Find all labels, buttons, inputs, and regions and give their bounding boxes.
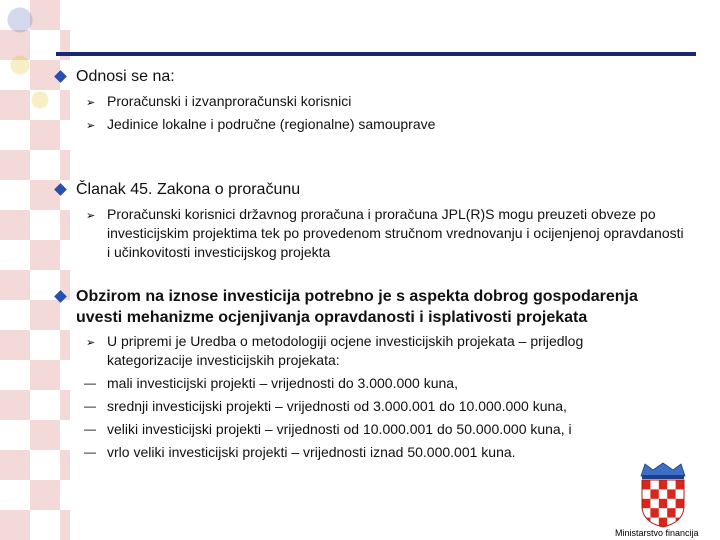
dash-bullet-icon: — (84, 445, 96, 459)
title-rule (56, 52, 696, 56)
list-item: srednji investicijski projekti – vrijednosti od 3.000.001 do 10.000.000 kuna, (107, 398, 567, 414)
list-item: veliki investicijski projekti – vrijednosti od 10.000.001 do 50.000.000 kuna, i (107, 421, 572, 437)
section-heading-2: Članak 45. Zakona o proračunu (76, 181, 301, 198)
list-item: Proračunski i izvanproračunski korisnici (107, 93, 352, 109)
emblem-label: Ministarstvo financija (615, 528, 699, 538)
list-item: Proračunski korisnici državnog proračuna i proračuna JPL(R)S mogu preuzeti obveze po investicijskim projektima tek po provedenom stručnom vrednovanju i ocijenjenoj opravdanosti i učinkovitosti investicijskog projekta (107, 206, 684, 260)
arrow-bullet-icon: ➢ (86, 210, 96, 222)
list-item: vrlo veliki investicijski projekti – vrijednosti iznad 50.000.001 kuna. (107, 444, 516, 460)
list-item: Jedinice lokalne i područne (regionalne) samouprave (107, 116, 436, 132)
section-heading-3: Obzirom na iznose investicija potrebno je s aspekta dobrog gospodarenja uvesti mehanizme ocjenjivanja opravdanosti i isplativosti projekata (76, 288, 638, 326)
dash-bullet-icon: — (84, 422, 96, 436)
arrow-bullet-icon: ➢ (86, 120, 96, 132)
list-item: mali investicijski projekti – vrijednosti do 3.000.000 kuna, (107, 375, 458, 391)
crown-icon (641, 463, 685, 479)
background-crown-motif (0, 0, 70, 130)
coat-of-arms-icon (638, 462, 688, 528)
section-heading-1: Odnosi se na: (76, 68, 175, 85)
dash-bullet-icon: — (84, 399, 96, 413)
arrow-bullet-icon: ➢ (86, 97, 96, 109)
dash-bullet-icon: — (84, 376, 96, 390)
arrow-bullet-icon: ➢ (86, 337, 96, 349)
list-item: U pripremi je Uredba o metodologiji ocjene investicijskih projekata – prijedlog kategorizacije investicijskih projekata: (107, 333, 584, 368)
